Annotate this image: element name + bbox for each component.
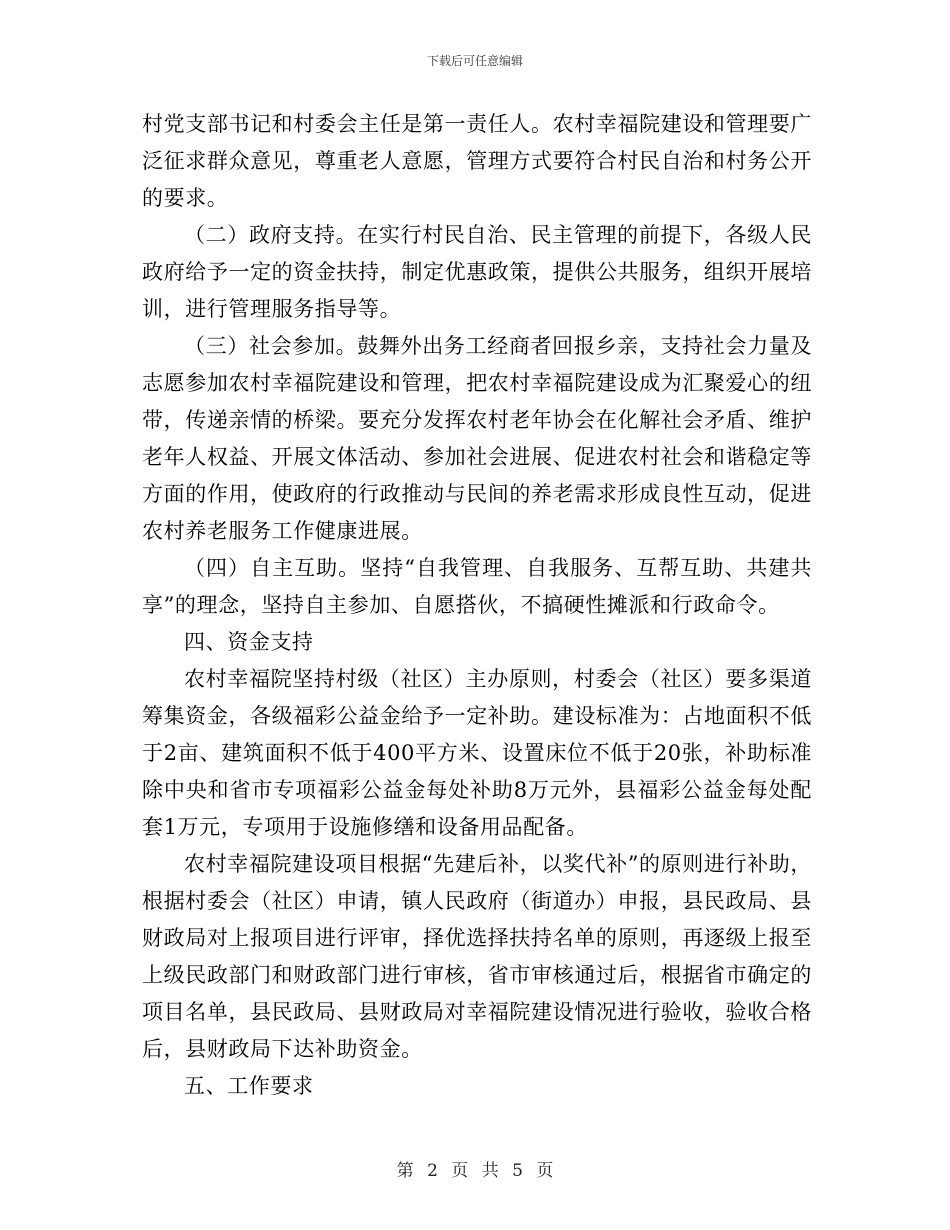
footer-prefix: 第 — [396, 1161, 414, 1181]
paragraph-responsibility: 村党支部书记和村委会主任是第一责任人。农村幸福院建设和管理要广泛征求群众意见，尊重老人意愿，管理方式要符合村民自治和村务公开的要求。 — [142, 112, 812, 210]
page-header: 下载后可任意编辑 — [426, 54, 523, 68]
document-body — [142, 106, 812, 1105]
page-footer — [0, 1156, 950, 1181]
paragraph-funding-standard: 农村幸福院坚持村级（社区）主办原则，村委会（社区）要多渠道筹集资金，各级福彩公益金给予一定补助。建设标准为：占地面积不低于2亩、建筑面积不低于400平方米、设置床位不低于20张，补助标准除中央和省市专项福彩公益金每处补助8万元外，县福彩公益金每处配套1万元，专项用于设施修缮和设备用品配备。 — [142, 667, 812, 839]
paragraph-self-help: （四）自主互助。坚持“自我管理、自我服务、互帮互助、共建共享”的理念，坚持自主参加、自愿搭伙，不搞硬性摊派和行政命令。 — [142, 556, 812, 617]
footer-total-prefix: 共 — [481, 1161, 499, 1181]
footer-total-label: 页 — [536, 1161, 554, 1181]
paragraph-funding-process: 农村幸福院建设项目根据“先建后补，以奖代补”的原则进行补助，根据村委会（社区）申请，镇人民政府（街道办）申报，县民政局、县财政局对上报项目进行评审，择优选择扶持名单的原则，再逐级上报至上级民政部门和财政部门进行审核，省市审核通过后，根据省市确定的项目名单，县民政局、县财政局对幸福院建设情况进行验收，验收合格后，县财政局下达补助资金。 — [142, 852, 812, 1061]
footer-current-page: 2 — [427, 1161, 438, 1181]
section-heading-requirements: 五、工作要求 — [184, 1074, 314, 1098]
paragraph-social-participation: （三）社会参加。鼓舞外出务工经商者回报乡亲，支持社会力量及志愿参加农村幸福院建设和管理，把农村幸福院建设成为汇聚爱心的纽带，传递亲情的桥梁。要充分发挥农村老年协会在化解社会矛盾、维护老年人权益、开展文体活动、参加社会进展、促进农村社会和谐稳定等方面的作用，使政府的行政推动与民间的养老需求形成良性互动，促进农村养老服务工作健康进展。 — [142, 334, 812, 543]
footer-page-label: 页 — [451, 1161, 469, 1181]
footer-total-pages: 5 — [512, 1161, 523, 1181]
section-heading-funding: 四、资金支持 — [184, 630, 314, 654]
paragraph-government-support: （二）政府支持。在实行村民自治、民主管理的前提下，各级人民政府给予一定的资金扶持，制定优惠政策，提供公共服务，组织开展培训，进行管理服务指导等。 — [142, 223, 812, 321]
